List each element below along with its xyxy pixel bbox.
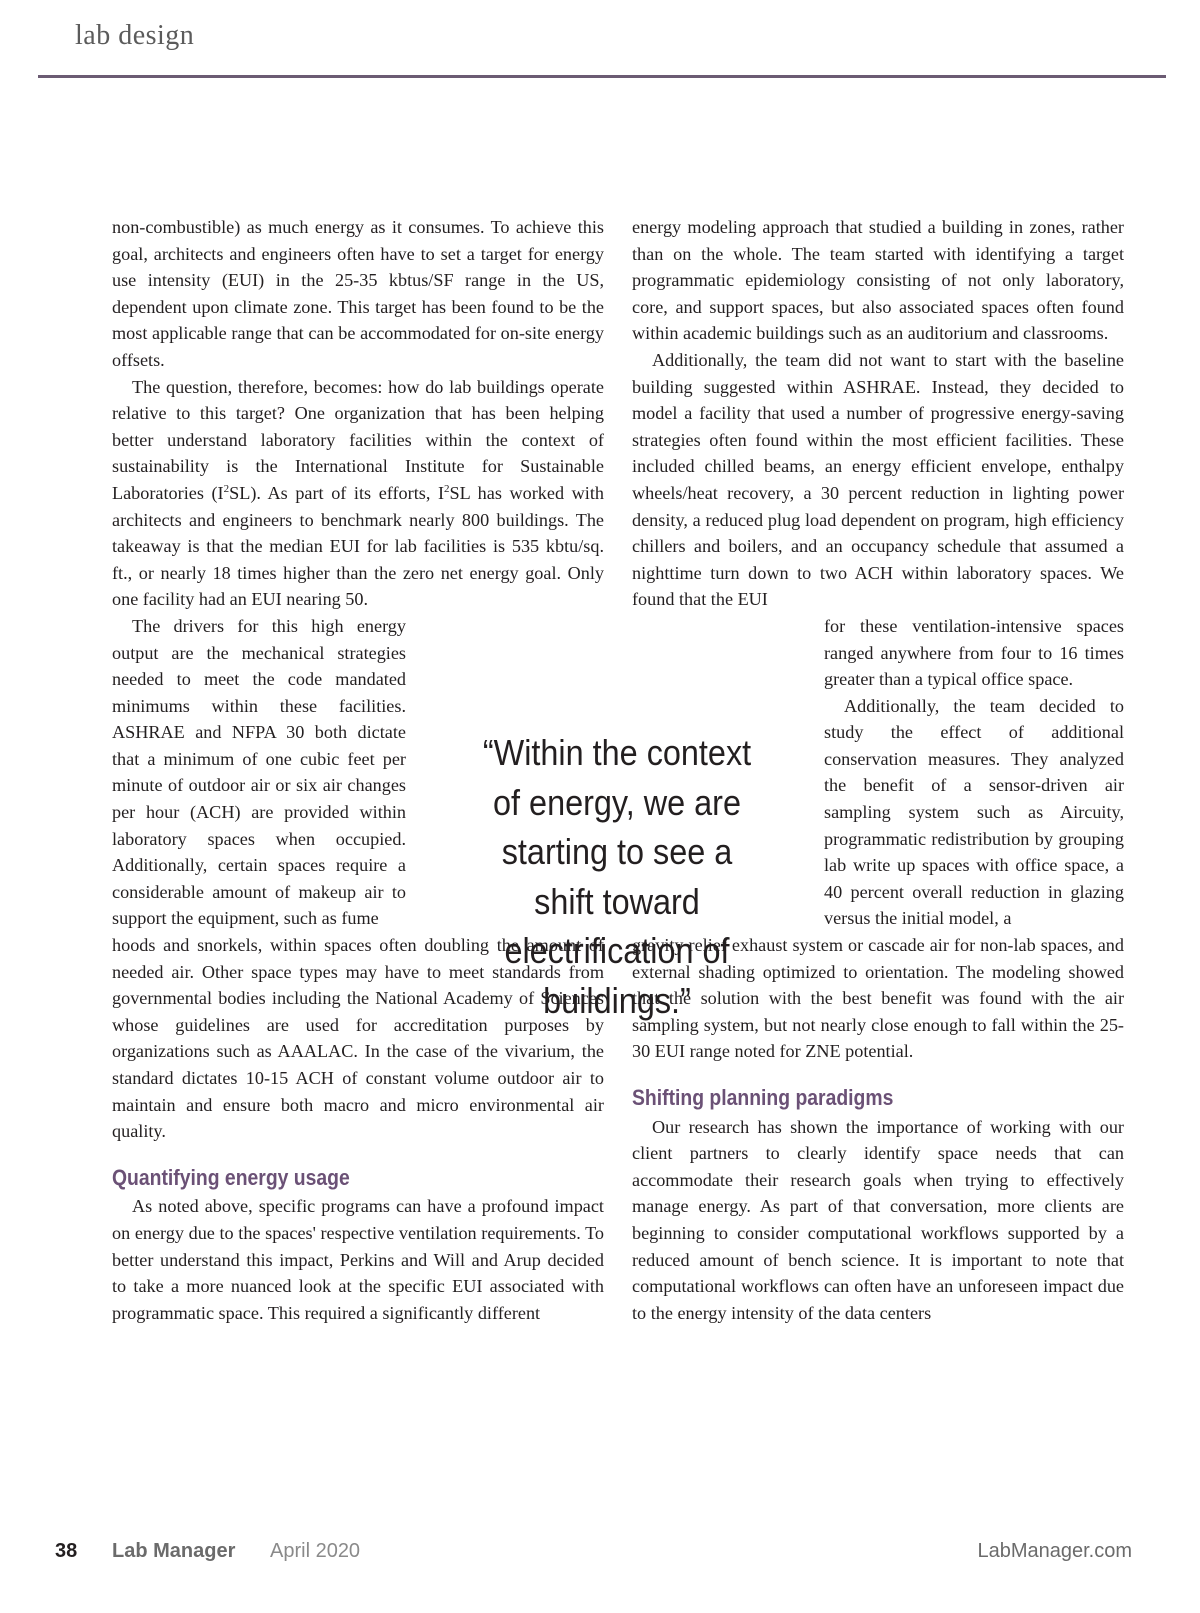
paragraph: Additionally, the team did not want to start with the baseline building suggested within ASHRAE. Instead, they decided to model a facility that used a number of progressive energy-saving strategies often found within the most efficient facilities. These included chilled beams, an energy efficient envelope, enthalpy wheels/heat recovery, a 30 percent reduction in lighting power density, a reduced plug load dependent on program, high efficiency chillers and boilers, and an occupancy schedule that assumed a nighttime turn down to two ACH within laboratory spaces. We found that the EUI bbox=[632, 349, 1124, 610]
issue-date: April 2020 bbox=[270, 1540, 361, 1562]
section-label: lab design bbox=[75, 20, 195, 51]
page-number: 38 bbox=[55, 1540, 78, 1562]
text-run: SL has worked with architects and engineers to benchmark nearly 800 buildings. The takeaway is that the median EUI for lab facilities is 535 kbtu/sq. ft., or nearly 18 times higher than the zero net energy goal. Only one facility had an EUI nearing 50. bbox=[112, 482, 604, 610]
page-footer bbox=[0, 1540, 1200, 1570]
paragraph: non-combustible) as much energy as it consumes. To achieve this goal, architects and engineers often have to set a target for energy use intensity (EUI) in the 25-35 kbtus/SF range in the US, dependent upon climate zone. This target has been found to be the most applicable range that can be accommodated for on-site energy offsets. bbox=[112, 217, 604, 370]
paragraph: As noted above, specific programs can have a profound impact on energy due to the spaces' respective ventilation requirements. To better understand this impact, Perkins and Will and Arup decided to take a more nuanced look at the specific EUI associated with programmatic space. This required a significantly different bbox=[112, 1196, 604, 1323]
superscript: 2 bbox=[444, 482, 450, 495]
paragraph: energy modeling approach that studied a building in zones, rather than on the whole. The team started with identifying a target programmatic epidemiology consisting of not only laboratory, core, and support spaces, but also associated spaces often found within academic buildings such as an auditorium and classrooms. bbox=[632, 217, 1124, 344]
paragraph: gravity relief exhaust system or cascade air for non-lab spaces, and external shading optimized to orientation. The modeling showed that the solution with the best benefit was found with the air sampling system, but not nearly close enough to fall within the 25-30 EUI range noted for ZNE potential. bbox=[632, 935, 1124, 1062]
paragraph: Our research has shown the importance of working with our client partners to clearly identify space needs that can accommodate their research goals when trying to effectively manage energy. As part of that conversation, more clients are beginning to consider computational workflows supported by a reduced amount of bench science. It is important to note that computational workflows can often have an unforeseen impact due to the energy intensity of the data centers bbox=[632, 1116, 1124, 1323]
paragraph: The drivers for this high energy output are the mechanical strategies needed to meet the code mandated minimums within these facilities. ASHRAE and NFPA 30 both dictate that a minimum of one cubic feet per minute of outdoor air or six air changes per hour (ACH) are provided within laboratory spaces when occupied. Additionally, certain spaces require a considerable amount of makeup air to support the equipment, such as fume bbox=[112, 615, 406, 929]
section-heading: Shifting planning paradigms bbox=[632, 1085, 894, 1110]
superscript: 2 bbox=[223, 482, 230, 495]
text-run: The question, therefore, becomes: how do lab buildings operate relative to this target? One organization that has been helping better understand laboratory facilities within the context of sustainability is the International Institute for Sustainable Laboratories (I bbox=[112, 376, 604, 503]
paragraph: hoods and snorkels, within spaces often doubling the amount of needed air. Other space types may have to meet standards from governmental bodies including the National Academy of Sciences whose guidelines are used for accreditation purposes by organizations such as AAALAC. In the case of the vivarium, the standard dictates 10-15 ACH of constant volume outdoor air to maintain and ensure both macro and micro environmental air quality. bbox=[112, 935, 604, 1142]
magazine-name: Lab Manager bbox=[112, 1540, 236, 1562]
website-link[interactable]: LabManager.com bbox=[977, 1540, 1132, 1562]
paragraph: Additionally, the team decided to study the effect of additional conservation measures. They analyzed the benefit of a sensor-driven air sampling system such as Aircuity, programmatic redistribution by grouping lab write up spaces with office space, a 40 percent overall reduction in glazing versus the initial model, a bbox=[824, 695, 1124, 929]
header-rule bbox=[38, 75, 1166, 78]
pull-quote: “Within the context of energy, we are starting to see a shift toward electrification of buildings.” bbox=[482, 732, 752, 1021]
section-heading: Quantifying energy usage bbox=[112, 1164, 350, 1190]
text-run: SL). As part of its efforts, I bbox=[229, 482, 445, 503]
paragraph bbox=[112, 374, 604, 613]
paragraph: for these ventilation-intensive spaces ranged anywhere from four to 16 times greater than a typical office space. bbox=[824, 615, 1124, 690]
